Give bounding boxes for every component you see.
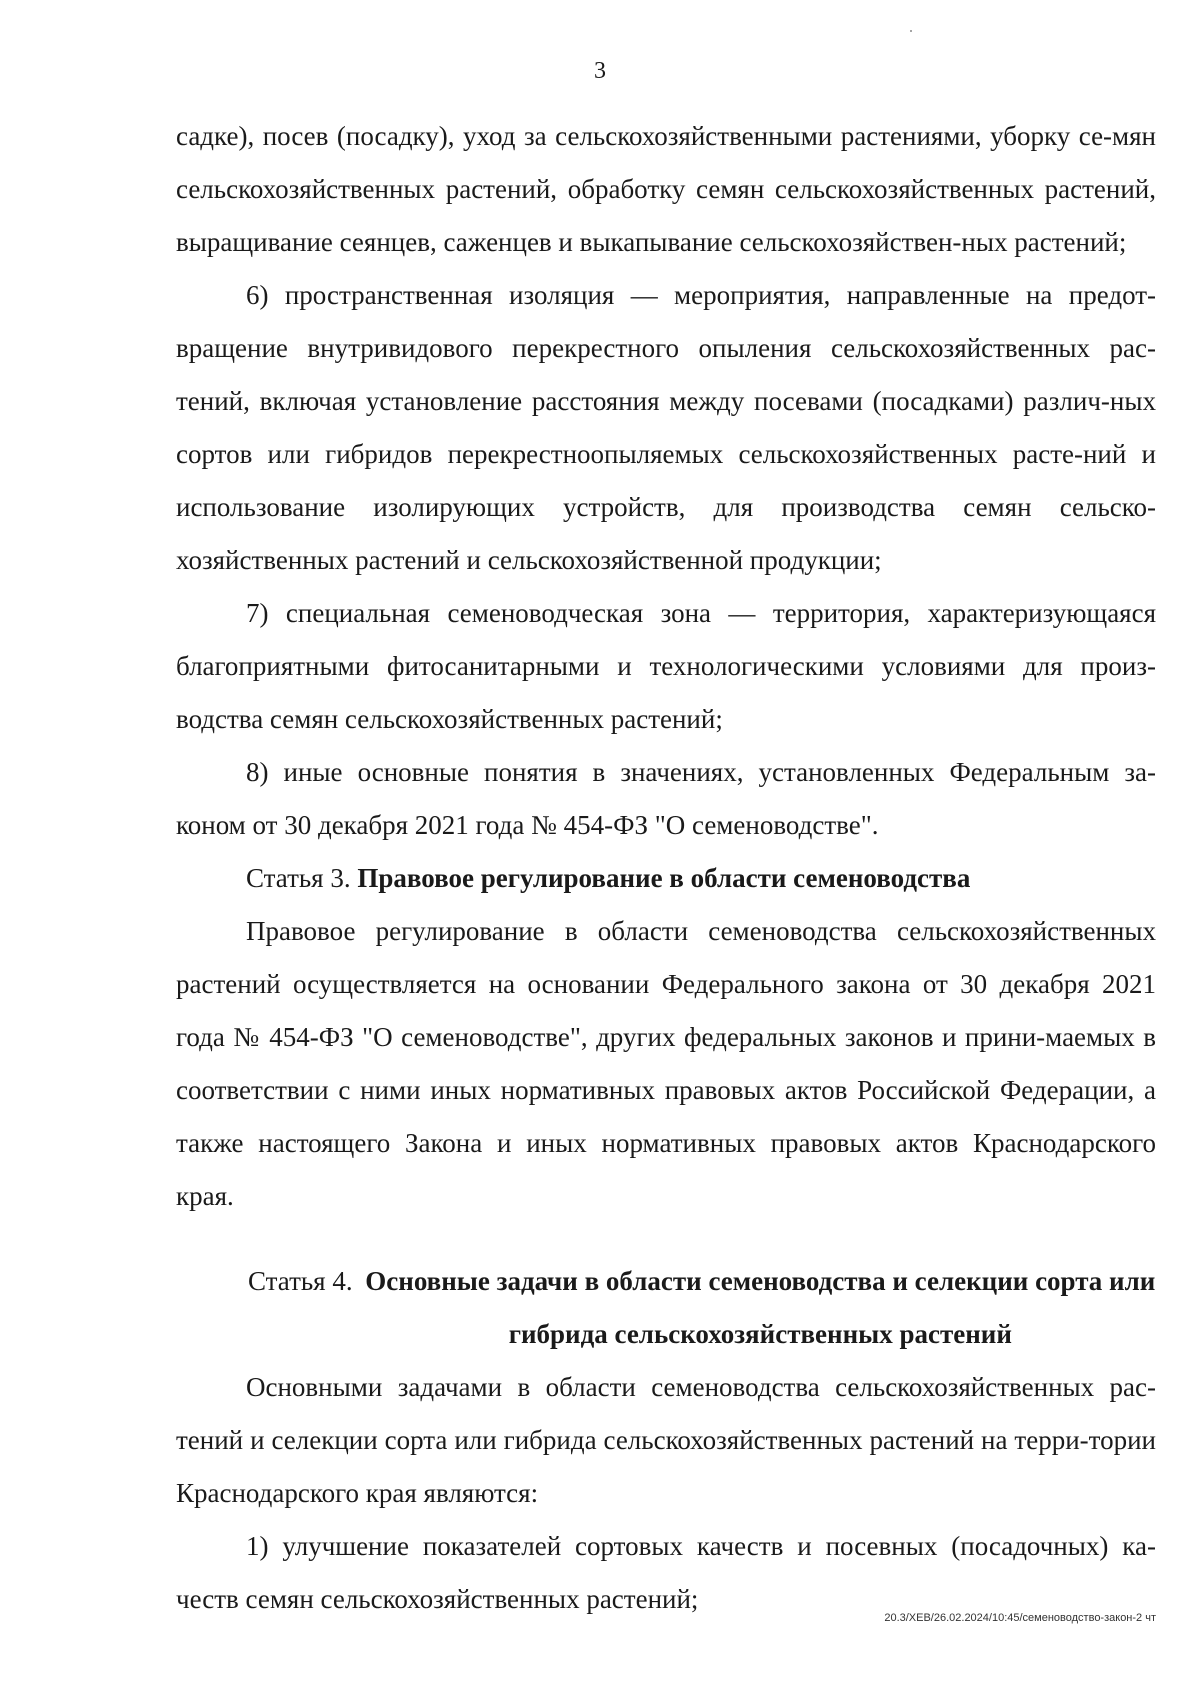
definition-item-7: 7) специальная семеноводческая зона — территория, характеризующаяся благоприятными фитосанитарными и технологическими условиями для произ-водства семян сельскохозяйственных растений; <box>176 598 1156 734</box>
article-3-body: Правовое регулирование в области семеноводства сельскохозяйственных растений осуществляется на основании Федерального закона от 30 декабря 2021 года № 454-ФЗ "О семеноводстве", других федеральных законов и прини-маемых в соответствии с ними иных нормативных правовых актов Российской Федерации, а также настоящего Закона и иных нормативных правовых актов Краснодарского края. <box>176 916 1156 1211</box>
article-3-title: Правовое регулирование в области семеноводства <box>357 863 971 893</box>
article-4-intro: Основными задачами в области семеноводства сельскохозяйственных рас-тений и селекции сорта или гибрида сельскохозяйственных растений на терри-тории Краснодарского края являются: <box>176 1372 1156 1508</box>
article-4-label: Статья 4. <box>248 1266 353 1296</box>
scan-speck <box>910 30 912 32</box>
page-number: 3 <box>594 58 606 84</box>
article-4-title: Основные задачи в области семеноводства и селекции сорта или гибрида сельскохозяйственных растений <box>365 1266 1156 1349</box>
article-4-item-1: 1) улучшение показателей сортовых качеств и посевных (посадочных) ка-честв семян сельскохозяйственных растений; <box>176 1531 1156 1614</box>
paragraph-continuation: садке), посев (посадку), уход за сельскохозяйственными растениями, уборку се-мян сельскохозяйственных растений, обработку семян сельскохозяйственных растений, выращивание сеянцев, саженцев и выкапывание сельскохозяйствен-ных растений; <box>176 121 1156 257</box>
document-body <box>176 110 1156 1626</box>
footer-reference: 20.3/ХЕВ/26.02.2024/10:45/семеноводство-закон-2 чт <box>884 1612 1156 1624</box>
article-4-heading <box>176 1255 1156 1361</box>
definition-item-6: 6) пространственная изоляция — мероприятия, направленные на предот-вращение внутривидового перекрестного опыления сельскохозяйственных рас-тений, включая установление расстояния между посевами (посадками) различ-ных сортов или гибридов перекрестноопыляемых сельскохозяйственных расте-ний и использование изолирующих устройств, для производства семян сельско-хозяйственных растений и сельскохозяйственной продукции; <box>176 280 1156 575</box>
definition-item-8: 8) иные основные понятия в значениях, установленных Федеральным за-коном от 30 декабря 2021 года № 454-ФЗ "О семеноводстве". <box>176 757 1156 840</box>
article-3-heading <box>176 852 1156 905</box>
article-3-label: Статья 3. <box>246 863 351 893</box>
